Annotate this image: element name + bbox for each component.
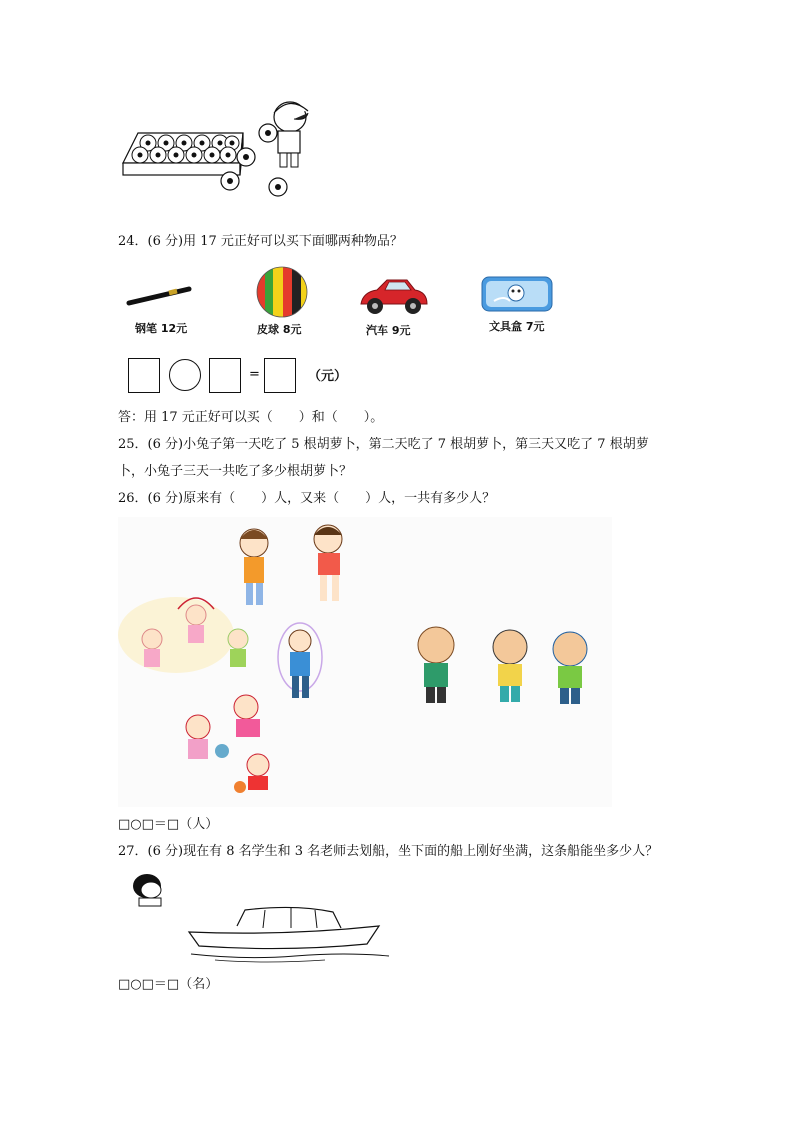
item-label-car: 汽车 9元: [366, 324, 411, 337]
q25-line1: 25．(6 分)小兔子第一天吃了 5 根胡萝卜，第二天吃了 7 根胡萝卜，第三天又吃了 7 根胡萝: [118, 437, 649, 452]
q26-question: 26．(6 分)原来有（ ）人，又来（ ）人，一共有多少人？: [118, 491, 496, 506]
pencil-case-icon: [480, 273, 555, 315]
boat-illustration: [125, 870, 395, 965]
q26-formula: □○□＝□（人）: [118, 817, 219, 832]
item-label-pencil-case: 文具盒 7元: [489, 320, 545, 333]
q24-answer: 答：用 17 元正好可以买（ ）和（ ）。: [118, 410, 384, 425]
pen-icon: [125, 283, 195, 308]
q24-question: 24．(6 分)用 17 元正好可以买下面哪两种物品？: [118, 234, 403, 249]
answer-box-1[interactable]: [128, 358, 160, 393]
children-illustration: [118, 517, 612, 807]
soccer-balls-illustration: [118, 95, 323, 200]
unit-label: （元）: [308, 369, 348, 384]
answer-box-2[interactable]: [209, 358, 241, 393]
q27-formula: □○□＝□（名）: [118, 977, 219, 992]
operator-circle[interactable]: [169, 359, 201, 391]
q27-question: 27．(6 分)现在有 8 名学生和 3 名老师去划船，坐下面的船上刚好坐满，这条船能坐多少人？: [118, 844, 659, 859]
answer-box-3[interactable]: [264, 358, 296, 393]
equals-sign: =: [249, 367, 260, 382]
q25-line2: 卜，小兔子三天一共吃了多少根胡萝卜？: [118, 464, 353, 479]
toy-car-icon: [357, 270, 431, 320]
ball-icon: [255, 265, 309, 319]
item-label-ball: 皮球 8元: [257, 323, 302, 336]
item-label-pen: 钢笔 12元: [135, 322, 188, 335]
